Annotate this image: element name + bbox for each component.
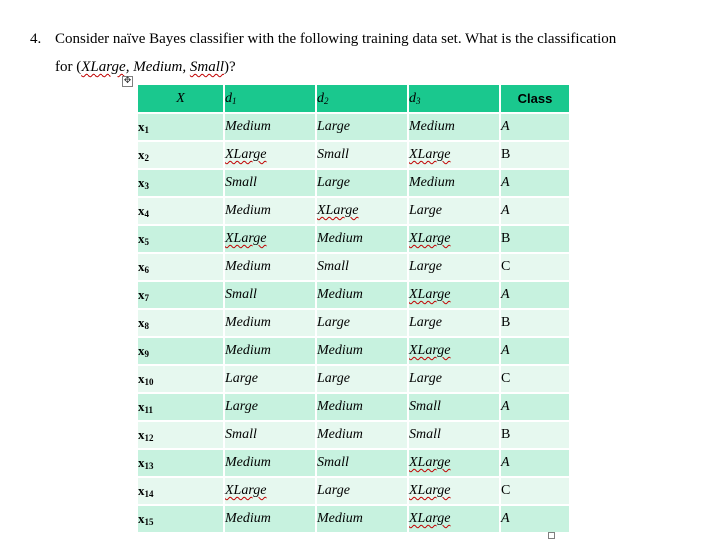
cell-class: C [500, 477, 570, 505]
cell-d1: Large [224, 365, 316, 393]
cell-d2: Medium [316, 281, 408, 309]
cell-d2: Large [316, 365, 408, 393]
table-row [138, 225, 570, 253]
cell-class: A [500, 449, 570, 477]
cell-class: B [500, 421, 570, 449]
table-row [138, 337, 570, 365]
cell-d3: Large [408, 365, 500, 393]
cell-d2: Large [316, 113, 408, 141]
table-row [138, 365, 570, 393]
cell-d1: Medium [224, 449, 316, 477]
header-d1: $d_1$ [224, 85, 316, 113]
table-row [138, 253, 570, 281]
cell-d1: Medium [224, 309, 316, 337]
cell-d1: Medium [224, 113, 316, 141]
table-row [138, 449, 570, 477]
question-line-2: for (XLarge, Medium, Small)? [55, 59, 236, 75]
question-prefix: for ( [55, 59, 82, 75]
cell-d3: XLarge [408, 337, 500, 365]
row-id: $x_{13}$ [138, 449, 224, 477]
cell-d2: Medium [316, 337, 408, 365]
table-row [138, 505, 570, 533]
cell-d1: Small [224, 169, 316, 197]
cell-class: A [500, 113, 570, 141]
cell-d1: XLarge [224, 225, 316, 253]
cell-d2: Large [316, 477, 408, 505]
cell-d2: Large [316, 169, 408, 197]
cell-d2: Medium [316, 505, 408, 533]
cell-d3: Medium [408, 169, 500, 197]
row-id: $x_5$ [138, 225, 224, 253]
question-text: Consider naïve Bayes classifier with the following training data set. What is the classification [55, 31, 617, 47]
table-row [138, 309, 570, 337]
cell-d3: XLarge [408, 141, 500, 169]
cell-d3: Small [408, 421, 500, 449]
row-id: $x_1$ [138, 113, 224, 141]
row-id: $x_9$ [138, 337, 224, 365]
cell-d1: Medium [224, 337, 316, 365]
cell-d1: XLarge [224, 141, 316, 169]
table-row [138, 477, 570, 505]
cell-d3: Large [408, 197, 500, 225]
query-value-1: XLarge [81, 59, 126, 75]
table-row [138, 281, 570, 309]
cell-d3: Small [408, 393, 500, 421]
row-id: $x_3$ [138, 169, 224, 197]
training-data-table [138, 85, 571, 534]
row-id: $x_{11}$ [138, 393, 224, 421]
row-id: $x_4$ [138, 197, 224, 225]
cell-d2: Medium [316, 225, 408, 253]
table-resize-handle[interactable] [548, 532, 555, 539]
cell-d1: XLarge [224, 477, 316, 505]
header-d3: $d_3$ [408, 85, 500, 113]
cell-d2: Medium [316, 421, 408, 449]
cell-class: A [500, 393, 570, 421]
cell-d3: XLarge [408, 281, 500, 309]
cell-class: B [500, 309, 570, 337]
cell-class: C [500, 253, 570, 281]
cell-d3: XLarge [408, 225, 500, 253]
table-move-handle-icon[interactable]: ✥ [123, 76, 132, 86]
cell-d3: Medium [408, 113, 500, 141]
table-row [138, 113, 570, 141]
row-id: $x_2$ [138, 141, 224, 169]
cell-d2: Small [316, 141, 408, 169]
header-d2: $d_2$ [316, 85, 408, 113]
cell-class: A [500, 197, 570, 225]
question-suffix: )? [224, 59, 236, 75]
row-id: $x_{12}$ [138, 421, 224, 449]
cell-d1: Large [224, 393, 316, 421]
row-id: $x_{14}$ [138, 477, 224, 505]
question-line-1 [30, 29, 616, 49]
cell-d2: Medium [316, 393, 408, 421]
query-value-2: Medium [133, 59, 183, 75]
table-row [138, 141, 570, 169]
cell-d2: Large [316, 309, 408, 337]
cell-d1: Small [224, 421, 316, 449]
cell-d1: Medium [224, 253, 316, 281]
table-row [138, 197, 570, 225]
table-row [138, 169, 570, 197]
cell-class: B [500, 141, 570, 169]
cell-class: A [500, 337, 570, 365]
row-id: $x_6$ [138, 253, 224, 281]
cell-class: C [500, 365, 570, 393]
query-value-3: Small [189, 59, 225, 75]
cell-d1: Medium [224, 505, 316, 533]
question-number: 4. [30, 31, 42, 47]
cell-class: A [500, 505, 570, 533]
cell-d3: XLarge [408, 449, 500, 477]
row-id: $x_8$ [138, 309, 224, 337]
header-class: Class [500, 85, 570, 113]
cell-d3: XLarge [408, 477, 500, 505]
cell-d3: Large [408, 309, 500, 337]
table-header-row [138, 85, 570, 113]
table-row [138, 421, 570, 449]
row-id: $x_7$ [138, 281, 224, 309]
cell-d2: Small [316, 449, 408, 477]
cell-class: B [500, 225, 570, 253]
table-row [138, 393, 570, 421]
cell-d3: Large [408, 253, 500, 281]
row-id: $x_{10}$ [138, 365, 224, 393]
cell-d1: Medium [224, 197, 316, 225]
cell-d1: Small [224, 281, 316, 309]
cell-class: A [500, 169, 570, 197]
row-id: $x_{15}$ [138, 505, 224, 533]
cell-class: A [500, 281, 570, 309]
cell-d3: XLarge [408, 505, 500, 533]
cell-d2: Small [316, 253, 408, 281]
cell-d2: XLarge [316, 197, 408, 225]
header-x: X [138, 85, 224, 113]
